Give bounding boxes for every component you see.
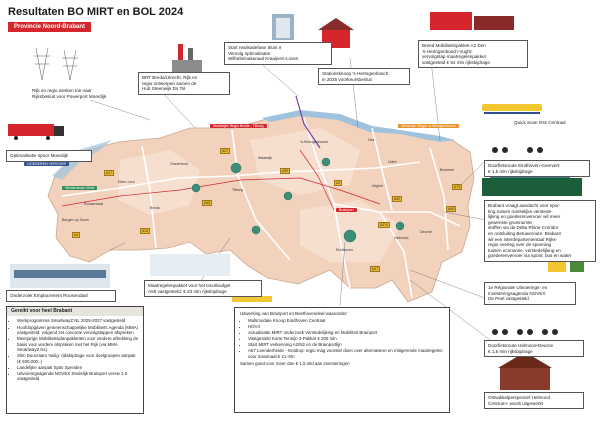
overview-title: Gereikt voor heel Brabant [7, 307, 143, 316]
city-label: Waalwijk [258, 156, 273, 160]
overview-panel [6, 306, 144, 414]
overview-item: • Uitvoeringsagenda NOVEX Stedelijk Brainport versie 1.0 vastgesteld [17, 371, 140, 382]
highway-shield: A16 [142, 229, 149, 233]
callout-quick: Quick Scan Oss Centraal [514, 120, 566, 125]
highway-shield: A67 [372, 267, 379, 271]
callout-regionale: 1e Regionale Uitvoerings- en Investeringsagenda NOVEX De Peel vastgesteld [484, 282, 576, 305]
callout-sluis: Start realisatiefase Sluis II Vervolg optimalisatie Wilhelminakanaal Kraaijven-Loven [224, 42, 332, 65]
brainport-footer: Samen goed voor meer dan € 1,5 mld aan investeringen [240, 361, 350, 367]
city-label: Oss [368, 138, 375, 142]
overview-item: • Slim Duurzaam Veilig: rijksbijdrage voor doelgroepen aanpak (€ 600.000,-) [17, 353, 140, 364]
highway-shield: A50 [394, 197, 401, 201]
callout-ontwikkel: Ontwikkelperspectief Helmond Centrum+ wordt uitgewerkt [484, 392, 584, 409]
highway-shield: A17 [106, 171, 113, 175]
city-label: Bergen op Zoom [62, 218, 89, 222]
brainport-item: • Start MIRT verkenning A2/N2 en de Brainportlijn [248, 342, 444, 347]
city-label: Roosendaal [84, 202, 104, 206]
callout-onderzoek: Onderzoek Emplacement Roosendaal [6, 290, 116, 302]
city-label: Helmond [394, 236, 409, 240]
highway-shield: A65 [448, 207, 455, 211]
city-label: 's-Hertogenbosch [300, 140, 329, 144]
city-label: Tilburg [232, 188, 243, 192]
callout-doorfiets-hd: Doorfietsroute Helmond-Deurne € 1,5 mln rijksbijdrage [484, 340, 584, 357]
tunnel-label: GOEDEREN VERVOER [24, 162, 69, 166]
city-label: Deurne [420, 230, 432, 234]
brainport-item: • A67 Leenderheide - Geldrop: regio mag voorstel doen over alternatieve en mitigerende maatregelen voor maximaal € 21 mln [248, 348, 444, 359]
highway-shield: A58 [204, 201, 211, 205]
brainport-box [234, 307, 450, 413]
overview-item: • Meerjarige Mobiliteitsplanpakketten voor verdere aftrekking de basis voor verdere afspraken met het Rijk (via MMA SmartwayZ.NL) [17, 336, 140, 352]
brainport-item: • Vastgesteld Korte Termijn 2-Pakket € 200 mln [248, 336, 444, 341]
callout-breed: Breed Mobiliteitspakket A2 Den 's-Hertogenbosch-Vught: vervolgstap maatregelenpakket vastgesteld € 54 mln rijksbijdrage [418, 40, 528, 68]
overview-item: • Hoofdopgaven gemeenschappelijke Mobiliteits Agenda (MMA) vastgesteld: volgend zet concrete vervolgstappen afspreken [17, 325, 140, 336]
brainport-item: • Multimodale Knoop Eindhoven Centraal [248, 318, 444, 323]
road-label-westbrabant: Westbrabant West [62, 186, 97, 190]
highway-shield: A27 [222, 149, 229, 153]
callout-rijksbesluit: Rijk en regio werken toe naar Rijksbesluit voor Powerport Moerdijk [32, 88, 107, 99]
road-label-eindhoven: Brainport [336, 208, 357, 212]
brainport-intro: Uitwerking van Brainport en Beethovendeal waaronder: [240, 311, 348, 316]
road-label-stedelijk: Stedelijke Regio Breda - Tilburg [210, 124, 267, 128]
highway-shield: A2 [336, 181, 341, 185]
callout-brabant-vraagt: Brabant vraagt aandacht voor spor- ting tussen ruimtelijke verstede- lijking en goederenvervoer wil meer gewenste groeiruimte stoffen via de Delta Rhine Corridor en ontsluiting Betuweroute. Brabant wil een interdepartementaal Rijks- regio overleg over de spanning tussen economie, verstedelijking en goederenvervoer via spoor, bus en water [484, 200, 596, 262]
highway-shield: A59 [282, 169, 289, 173]
overview-item: • Werkprogramma SmartwayZ.NL 2025-2027 vastgesteld [17, 318, 140, 323]
brainport-item: • Actualisatie MIRT onderzoek Verstedelijking en Mobiliteit Brainport [248, 330, 444, 335]
city-label: Boxmeer [440, 168, 455, 172]
callout-optimalisatie: Optimalisatie spoor Moerdijk [6, 150, 92, 162]
city-label: Uden [388, 160, 397, 164]
page-title: Resultaten BO MIRT en BOL 2024 [8, 6, 184, 18]
overview-item: • Landelijke aanpak Spits Spreiden [17, 365, 140, 370]
city-label: Eindhoven [336, 248, 353, 252]
callout-brt: BRT Breda/Utrecht. Rijk en regio ontwerpen samen de Hub Steenwijk Ds Tol [138, 72, 230, 95]
highway-shield: A4 [74, 233, 79, 237]
city-label: Etten-Leur [118, 180, 135, 184]
city-label: Breda [150, 206, 160, 210]
callout-doorfiets-eg: Doorfietsroute Eindhoven-Geervert: € 1,5 mln rijksbijdrage [484, 160, 590, 177]
city-label: Oosterhout [170, 162, 188, 166]
highway-shield: A270 [380, 223, 388, 227]
road-label-ontwikkeling: Stedelijke Regio 's-Hertogenbosch [398, 124, 459, 128]
brainport-item: • HOV4 [248, 324, 444, 329]
callout-station: Stationsknoop 's-Hertogenbosch: in 2025 voorkeursbesluit [318, 68, 410, 85]
province-badge: Provincie Noord-Brabant [8, 22, 91, 32]
city-label: Veghel [372, 184, 383, 188]
highway-shield: A73 [454, 185, 461, 189]
callout-maatregelen: Maatregelenpakket voor het tracébudget A58 vastgesteld: € 23 mln rijksbijdrage [144, 280, 262, 297]
